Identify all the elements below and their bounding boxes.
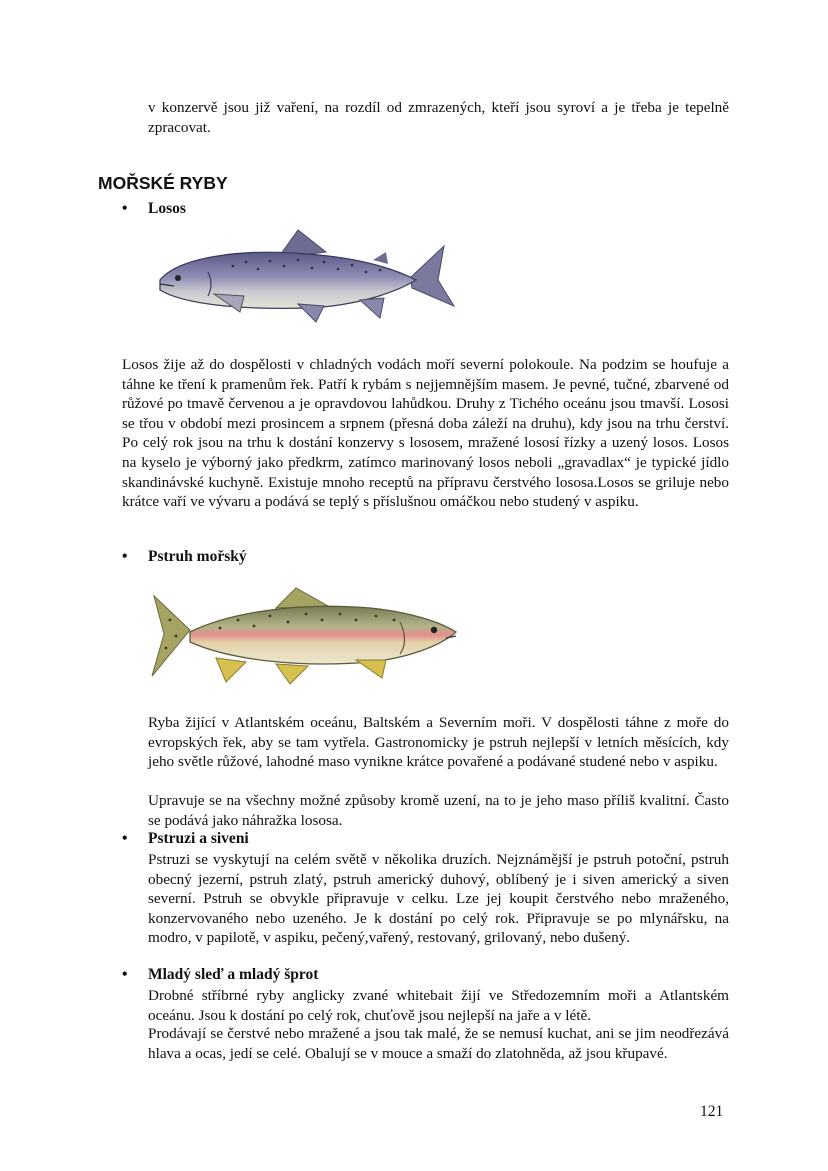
pstruzi-siveni-paragraph: Pstruzi se vyskytují na celém světě v několika druzích. Nejznámější je pstruh potoční, pstruh obecný jezerní, pstruh zlatý, pstruh americký duhový, oblíbený je i siven americký a siven severní. Pstruh se obvykle připravuje v celku. Lze jej koupit čerstvého nebo mraženého, konzervovaného nebo uzeného. Je k dostání po celý rok. Připravuje se po mlynářsku, na modro, v papilotě, v aspiku, pečený,vařený, restovaný, grilovaný, nebo dušený.: [148, 851, 729, 947]
salmon-illustration: [148, 224, 458, 334]
bullet-heading-pstruzi-siveni: Pstruzi a siveni: [148, 830, 249, 847]
bullet-heading-losos: Losos: [148, 200, 186, 217]
mlady-sled-paragraph-2: Prodávají se čerstvé nebo mražené a jsou tak malé, že se nemusí kuchat, ani se jim neodřezává hlava a ocas, jedí se celé. Obalují se v mouce a smaží do zlatohněda, až jsou křupavé.: [148, 1025, 729, 1062]
bullet-losos: [122, 200, 186, 218]
pstruh-morsky-paragraph-1: Ryba žijící v Atlantském oceánu, Baltském a Severním moři. V dospělosti táhne z moře do evropských řek, aby se tam vytřela. Gastronomicky je pstruh nejlepší v letních měsících, kdy jeho světle růžové, lahodné maso vynikne krátce povařené a podávané studené nebo v aspiku.: [148, 714, 729, 771]
section-title: MOŘSKÉ RYBY: [98, 173, 228, 193]
bullet-dot: •: [122, 548, 128, 565]
mlady-sled-paragraph-1: Drobné stříbrné ryby anglicky zvané whitebait žijí ve Středozemním moři a Atlantském oceánu. Jsou k dostání po celý rok, chuťově jsou nejlepší na jaře a v létě.: [148, 987, 729, 1024]
intro-paragraph: v konzervě jsou již vaření, na rozdíl od zmrazených, kteří jsou syroví a je třeba je tepelně zpracovat.: [148, 99, 729, 136]
page-number: 121: [700, 1103, 724, 1120]
bullet-pstruh-morsky: [122, 548, 247, 566]
bullet-dot: •: [122, 966, 128, 983]
bullet-mlady-sled: [122, 966, 319, 984]
bullet-dot: •: [122, 830, 128, 847]
losos-paragraph: Losos žije až do dospělosti v chladných vodách moří severní polokoule. Na podzim se houfuje a táhne ke tření k pramenům řek. Patří k rybám s nejjemnějším masem. Je pevné, tučné, zbarvené od růžové po tmavě červenou a je opravdovou lahůdkou. Druhy z Tichého oceánu jsou tmavší. Lososi se třou v období mezi prosincem a srpnem (přesná doba záleží na druhu), kdy jsou na trhu čerství. Po celý rok jsou na trhu k dostání konzervy s lososem, mražené lososí řízky a uzený losos. Losos na kyselo je výborný jako předkrm, zatímco marinovaný losos neboli „gravadlax“ je typické jídlo skandinávské kuchyně. Existuje mnoho receptů na přípravu čerstvého lososa.Losos se griluje nebo krátce vaří ve vývaru a podává se teplý s příslušnou omáčkou nebo studený v aspiku.: [122, 356, 729, 511]
pstruh-morsky-paragraph-2: Upravuje se na všechny možné způsoby kromě uzení, na to je jeho maso příliš kvalitní. Často se podává jako náhražka lososa.: [148, 792, 729, 829]
bullet-pstruzi-siveni: [122, 830, 249, 848]
bullet-heading-pstruh-morsky: Pstruh mořský: [148, 548, 247, 565]
bullet-heading-mlady-sled: Mladý sleď a mladý šprot: [148, 966, 319, 983]
bullet-dot: •: [122, 200, 128, 217]
trout-illustration: [150, 584, 462, 690]
